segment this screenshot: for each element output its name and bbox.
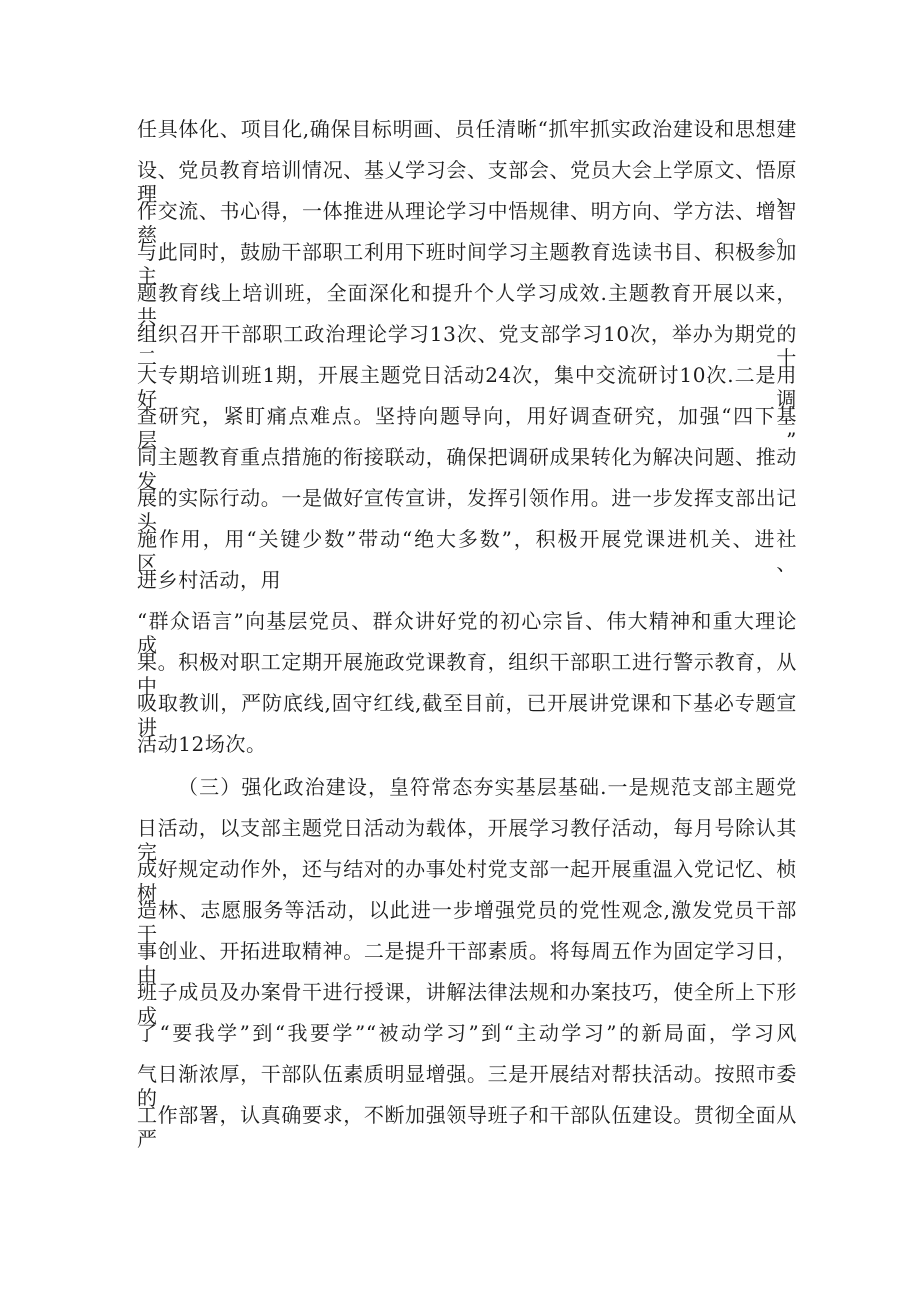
text-line: 事创业、开拓进取精神。二是提升干部素质。将每周五作为固定学习日，由 xyxy=(137,939,797,987)
text-line: 吸取教训，严防底线,固守红线,截至目前，已开展讲党课和下基必专题宣讲 xyxy=(137,691,797,739)
text-line: 任具体化、项目化,确保目标明画、员任清晰“抓牢抓实政治建设和思想建 xyxy=(137,117,797,141)
text-line: 班子成员及办案骨干进行授课，讲解法律法规和办案技巧，使全所上下形成 xyxy=(137,980,797,1028)
text-line: 设、党员教育培训情况、基乂学习会、支部会、党员大会上学原文、悟原理、 xyxy=(137,158,797,206)
text-line: 了“要我学”到“我要学”“被动学习”到“主动学习”的新局面，学习风 xyxy=(137,1021,797,1045)
text-line: 活动12场次。 xyxy=(137,732,267,756)
text-line: 查研究，紧盯痛点难点。坚持向题导向，用好调查研究，加强“四下基层” xyxy=(137,404,797,452)
text-line: 大专期培训班1期，开展主题党日活动24次，集中交流研讨10次.二是用好调 xyxy=(137,363,797,411)
text-line: 气日渐浓厚，干部队伍素质明显增强。三是开展结对帮扶活动。按照市委的 xyxy=(137,1062,797,1110)
text-line: 与此同时，鼓励干部职工利用下班时间学习主题教育选读书目、积极参加主 xyxy=(137,240,797,288)
text-line: 施作用，用“关键少数”带动“绝大多数”，积极开展党课进机关、进社区、 xyxy=(137,527,797,575)
text-line: 成好规定动作外，还与结对的办事处村党支部一起开展重温入党记忆、桢树 xyxy=(137,857,797,905)
text-line: “群众语言”向基层党员、群众讲好党的初心宗旨、伟大精神和重大理论成 xyxy=(137,609,797,657)
text-line: 日活动，以支部主题党日活动为载体，开展学习教仔活动，每月号除认其完 xyxy=(137,816,797,864)
text-line: 题教育线上培训班，全面深化和提升个人学习成效.主题教育开展以来，共 xyxy=(137,281,797,329)
text-line: 进乡村活动，用 xyxy=(137,568,282,592)
text-line: 同主题教育重点措施的衔接联动，确保把调研成果转化为解决问题、推动发 xyxy=(137,445,797,493)
text-line: 造林、志愿服务等活动，以此进一步增强党员的党性观念,激发党员干部干 xyxy=(137,898,797,946)
text-line: 作交流、书心得，一体推进从理论学习中悟规律、明方向、学方法、增智慈。 xyxy=(137,199,797,247)
text-line: 组织召开干部职工政治理论学习13次、党支部学习10次，举办为期党的二十 xyxy=(137,322,797,370)
text-line: 果。积极对职工定期开展施政党课教育，组织干部职工进行警示教育，从中 xyxy=(137,650,797,698)
text-line: 工作部署，认真确要求，不断加强领导班子和干部队伍建设。贯彻全面从严 xyxy=(137,1103,797,1151)
text-line: 展的实际行动。一是做好宣传宣讲，发挥引领作用。进一步发挥支部出记头 xyxy=(137,486,797,534)
section-heading-line: （三）强化政治建设，皇符常态夯实基层基础.一是规范支部主题党 xyxy=(178,775,797,799)
